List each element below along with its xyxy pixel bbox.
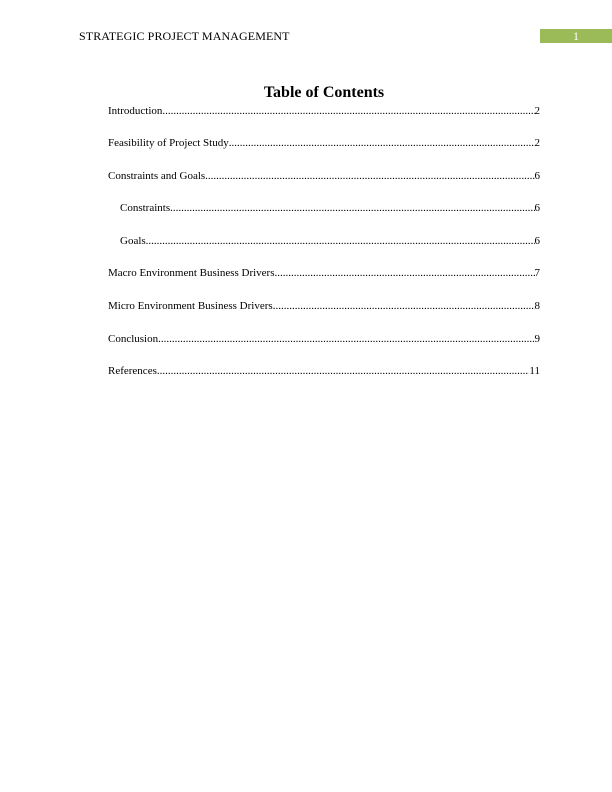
- toc-entry-page: 9: [534, 333, 540, 345]
- toc-entry-label: Feasibility of Project Study: [108, 137, 229, 149]
- toc-title: Table of Contents: [263, 84, 385, 101]
- toc-entry-conclusion[interactable]: [108, 332, 540, 346]
- toc-entry-label: Micro Environment Business Drivers: [108, 300, 273, 312]
- toc-entry-references[interactable]: [108, 364, 540, 378]
- running-head: STRATEGIC PROJECT MANAGEMENT: [79, 29, 290, 43]
- toc-entry-goals[interactable]: [120, 234, 540, 248]
- toc-entry-feasibility[interactable]: [108, 136, 540, 150]
- toc-dot-leader: [157, 364, 530, 378]
- toc-entry-constraints-and-goals[interactable]: [108, 169, 540, 183]
- toc-entry-label: Introduction: [108, 105, 163, 117]
- toc-entry-introduction[interactable]: [108, 104, 540, 118]
- toc-dot-leader: [273, 299, 535, 313]
- toc-entry-label: Goals: [120, 235, 146, 247]
- toc-dot-leader: [146, 234, 535, 248]
- toc-dot-leader: [205, 169, 534, 183]
- toc-entry-constraints[interactable]: [120, 201, 540, 215]
- toc-entry-label: Constraints: [120, 202, 171, 214]
- toc-entry-label: Constraints and Goals: [108, 170, 206, 182]
- toc-dot-leader: [170, 201, 534, 215]
- toc-entry-macro-environment[interactable]: [108, 266, 540, 280]
- page-number: 1: [540, 29, 612, 43]
- toc-entry-page: 2: [534, 105, 540, 117]
- toc-entry-label: Macro Environment Business Drivers: [108, 267, 275, 279]
- toc-dot-leader: [162, 104, 534, 118]
- toc-entry-page: 6: [534, 202, 540, 214]
- toc-dot-leader: [229, 136, 535, 150]
- toc-entry-page: 11: [529, 365, 540, 377]
- toc-dot-leader: [158, 332, 534, 346]
- toc-entry-label: Conclusion: [108, 333, 159, 345]
- toc-entry-page: 2: [534, 137, 540, 149]
- toc-entry-label: References: [108, 365, 157, 377]
- toc-entry-page: 7: [534, 267, 540, 279]
- toc-entry-page: 8: [534, 300, 540, 312]
- toc-entry-micro-environment[interactable]: [108, 299, 540, 313]
- toc-entry-page: 6: [534, 235, 540, 247]
- toc-dot-leader: [275, 266, 535, 280]
- toc-entry-page: 6: [534, 170, 540, 182]
